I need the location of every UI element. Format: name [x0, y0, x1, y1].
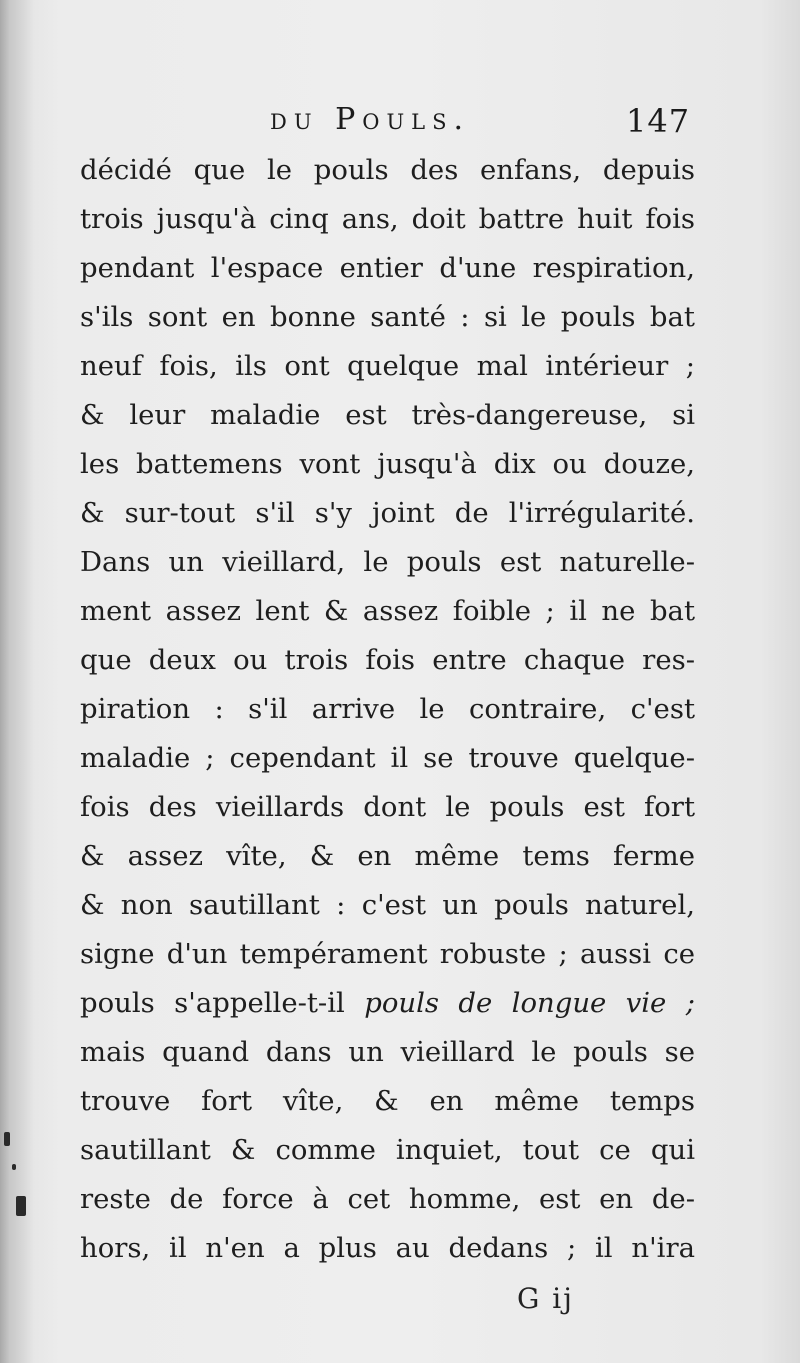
text-line: fois des vieillards dont le pouls est fort: [80, 791, 695, 823]
text-line: neuf fois, ils ont quelque mal intérieur ;: [80, 350, 695, 382]
text-line: ment assez lent & assez foible ; il ne bat: [80, 595, 695, 627]
text-line: s'ils sont en bonne santé : si le pouls bat: [80, 301, 695, 333]
text-line: maladie ; cependant il se trouve quelque-: [80, 742, 695, 774]
text-line-with-italic: [80, 979, 695, 1028]
text-line: trois jusqu'à cinq ans, doit battre huit fois: [80, 203, 695, 235]
page-number: 147: [626, 102, 691, 140]
running-title: du Pouls.: [270, 102, 471, 137]
margin-ink-speck: [16, 1196, 26, 1216]
text-line: & assez vîte, & en même tems ferme: [80, 840, 695, 872]
text-line: mais quand dans un vieillard le pouls se: [80, 1036, 695, 1068]
text-line: piration : s'il arrive le contraire, c'est: [80, 693, 695, 725]
signature-mark: G ij: [517, 1282, 574, 1315]
margin-ink-speck: [12, 1164, 16, 1170]
text-line: Dans un vieillard, le pouls est naturelle-: [80, 546, 695, 578]
text-line: les battemens vont jusqu'à dix ou douze,: [80, 448, 695, 480]
text-line: décidé que le pouls des enfans, depuis: [80, 154, 695, 186]
text-line: signe d'un tempérament robuste ; aussi ce: [80, 938, 695, 970]
gutter-shadow: [0, 0, 34, 1363]
text-line: & non sautillant : c'est un pouls naturel,: [80, 889, 695, 921]
italic-phrase: pouls de longue vie ;: [364, 987, 695, 1019]
text-line: & sur-tout s'il s'y joint de l'irrégularité.: [80, 497, 695, 529]
text-line: pendant l'espace entier d'une respiration,: [80, 252, 695, 284]
margin-ink-speck: [4, 1132, 10, 1146]
text-line: hors, il n'en a plus au dedans ; il n'ira: [80, 1232, 695, 1264]
text-line: que deux ou trois fois entre chaque res-: [80, 644, 695, 676]
text-line: & leur maladie est très-dangereuse, si: [80, 399, 695, 431]
body-text: [80, 146, 695, 1273]
text-line: trouve fort vîte, & en même temps: [80, 1085, 695, 1117]
page-header: [0, 96, 800, 148]
text-line-start: pouls s'appelle-t-il: [80, 987, 345, 1019]
text-line: sautillant & comme inquiet, tout ce qui: [80, 1134, 695, 1166]
text-line: reste de force à cet homme, est en de-: [80, 1183, 695, 1215]
